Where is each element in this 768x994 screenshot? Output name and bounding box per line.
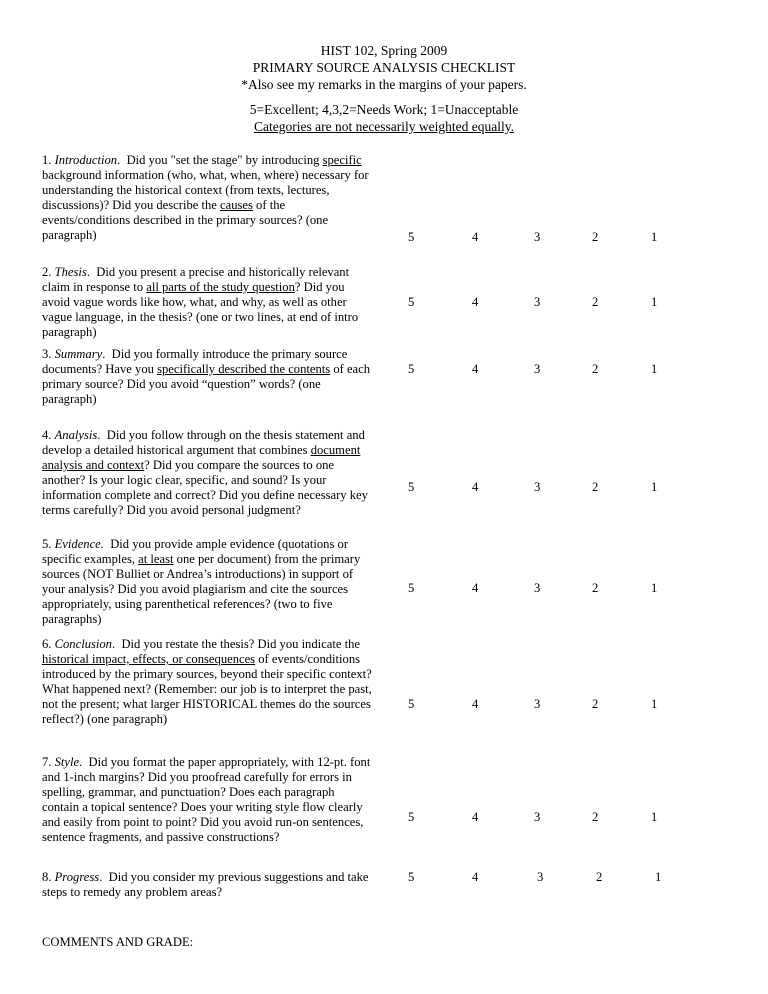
score-3: 3 <box>534 810 541 824</box>
criterion-number: 3. <box>42 347 52 361</box>
score-5: 5 <box>408 697 415 711</box>
criterion-evidence <box>42 537 372 627</box>
comments-and-grade-label: COMMENTS AND GRADE: <box>42 935 194 949</box>
criterion-underlined: specifically described the contents <box>157 362 331 376</box>
criterion-name: Thesis <box>54 265 87 279</box>
score-3: 3 <box>534 362 541 376</box>
score-4: 4 <box>472 295 479 309</box>
score-5: 5 <box>408 810 415 824</box>
criterion-name: Analysis <box>54 428 98 442</box>
criterion-style: 7. Style. Did you format the paper appropriately, with 12-pt. font and 1-inch margins? Did you proofread carefully for errors in spelling, grammar, and punctuation? Does each paragraph contain a topical sentence? Does your writing style flow clearly and easily from point to point? Did you avoid run-on sentences, sentence fragments, and passive constructions? <box>42 755 371 844</box>
criterion-text: one per document) from the primary sources (NOT Bulliet or Andrea’s introductions) in support of your analysis? Did you avoid plagiarism and cite the sources appropriately, using parenthetical references? (two to five paragraphs) <box>42 552 361 626</box>
criterion-thesis: 2. Thesis. Did you present a precise and historically relevant claim in response to all parts of the study question? Did you avoid vague words like how, what, and why, as well as other vague language, in the thesis? (one or two lines, at end of intro paragraph) <box>42 265 359 339</box>
criterion-underlined: historical impact, effects, or consequences <box>42 652 256 666</box>
score-4: 4 <box>472 480 479 494</box>
score-4: 4 <box>472 697 479 711</box>
criterion-name: Summary <box>54 347 103 361</box>
score-1: 1 <box>651 581 658 595</box>
criterion-conclusion: 6. Conclusion. Did you restate the thesis? Did you indicate the historical impact, effects, or consequences of events/conditions introduced by the primary sources, beyond their specific context? What happened next? (Remember: our job is to interpret the past, not the present; what larger HISTORICAL themes do the sources reflect?) (one paragraph) <box>42 637 372 726</box>
criterion-text: of each primary source? Did you avoid “question” words? (one paragraph) <box>42 362 371 406</box>
criterion-number: 2. <box>42 265 52 279</box>
criterion-underlined: document analysis and context <box>42 443 361 472</box>
criterion-number: 7. <box>42 755 52 769</box>
score-5: 5 <box>408 230 415 244</box>
score-1: 1 <box>651 697 658 711</box>
score-2: 2 <box>592 362 599 376</box>
criterion-number: 8. <box>42 870 52 884</box>
score-1: 1 <box>651 230 658 244</box>
criterion-number: 1. <box>42 153 52 167</box>
weighting-note: Categories are not necessarily weighted equally. <box>253 119 515 134</box>
score-3: 3 <box>534 480 541 494</box>
score-5: 5 <box>408 362 415 376</box>
criterion-underlined: specific <box>322 153 362 167</box>
score-2: 2 <box>592 810 599 824</box>
criterion-text: Did you restate the thesis? Did you indicate the <box>121 637 360 651</box>
score-4: 4 <box>472 810 479 824</box>
score-1: 1 <box>651 480 658 494</box>
criterion-text: ? Did you avoid vague words like how, what, and why, as well as other vague language, in the thesis? (one or two lines, at end of intro paragraph) <box>42 280 359 339</box>
margin-remark: *Also see my remarks in the margins of your papers. <box>241 77 527 92</box>
criterion-text: Did you formally introduce the primary source documents? Have you <box>42 347 348 376</box>
criterion-text: of the events/conditions described in the primary sources? (one paragraph) <box>42 198 329 242</box>
criterion-name: Evidence. <box>54 537 104 551</box>
criterion-introduction: 1. Introduction. Did you "set the stage" by introducing specific background information (who, what, when, where) necessary for understanding the historical context (from texts, lectures, discussions)? Did you describe the causes of the events/conditions described in the primary sources? (one paragraph) <box>42 153 369 242</box>
score-5: 5 <box>408 870 415 884</box>
score-2: 2 <box>592 581 599 595</box>
criterion-analysis: 4. Analysis. Did you follow through on the thesis statement and develop a detailed historical argument that combines document analysis and context? Did you compare the sources to one another? Is your logic clear, specific, and sound? Is your information complete and correct? Did you define necessary key terms carefully? Did you avoid personal judgment? <box>42 428 368 517</box>
score-1: 1 <box>651 810 658 824</box>
criterion-underlined: at least <box>138 552 174 566</box>
score-4: 4 <box>472 362 479 376</box>
score-3: 3 <box>534 230 541 244</box>
criterion-text: Did you "set the stage" by introducing <box>126 153 323 167</box>
score-2: 2 <box>592 230 599 244</box>
criterion-text: background information (who, what, when, where) necessary for understanding the historical context (from texts, lectures, discussions)? Did you describe the <box>42 168 369 212</box>
score-3: 3 <box>537 870 544 884</box>
score-2: 2 <box>592 480 599 494</box>
score-1: 1 <box>651 362 658 376</box>
score-2: 2 <box>592 295 599 309</box>
score-3: 3 <box>534 581 541 595</box>
course-title: HIST 102, Spring 2009 <box>320 43 448 58</box>
criterion-name: Conclusion <box>54 637 112 651</box>
score-3: 3 <box>534 697 541 711</box>
criterion-text: Did you follow through on the thesis statement and develop a detailed historical argument that combines <box>42 428 365 457</box>
criterion-text: ? Did you compare the sources to one another? Is your logic clear, specific, and sound? Is your information complete and correct? Did you define necessary key terms carefully? Did you avoid personal judgment? <box>42 458 368 517</box>
scoring-scale: 5=Excellent; 4,3,2=Needs Work; 1=Unacceptable <box>249 102 519 117</box>
score-1: 1 <box>655 870 662 884</box>
criterion-number: 6. <box>42 637 52 651</box>
score-1: 1 <box>651 295 658 309</box>
criterion-progress: 8. Progress. Did you consider my previous suggestions and take steps to remedy any problem areas? <box>42 870 369 899</box>
criterion-number: 4. <box>42 428 52 442</box>
criterion-underlined: all parts of the study question <box>146 280 295 294</box>
score-5: 5 <box>408 295 415 309</box>
criterion-summary: 3. Summary. Did you formally introduce the primary source documents? Have you specifically described the contents of each primary source? Did you avoid “question” words? (one paragraph) <box>42 347 371 406</box>
checklist-title: PRIMARY SOURCE ANALYSIS CHECKLIST <box>252 60 516 75</box>
score-4: 4 <box>472 230 479 244</box>
criterion-text: Did you format the paper appropriately, with 12-pt. font and 1-inch margins? Did you proofread carefully for errors in spelling, grammar, and punctuation? Does each paragraph contain a topical sentence? Does your writing style flow clearly and easily from point to point? Did you avoid run-on sentences, sentence fragments, and passive constructions? <box>42 755 371 844</box>
criterion-number: 5. <box>42 537 52 551</box>
criterion-text: Did you consider my previous suggestions and take steps to remedy any problem areas? <box>42 870 369 899</box>
criterion-text: of events/conditions introduced by the primary sources, beyond their specific context? What happened next? (Remember: our job is to interpret the past, not the present; what larger HISTORICAL themes do the sources reflect?) (one paragraph) <box>42 652 372 726</box>
score-5: 5 <box>408 480 415 494</box>
criterion-text: Did you provide ample evidence (quotations or specific examples, <box>42 537 349 566</box>
criterion-name: Introduction <box>54 153 118 167</box>
criterion-text: Did you present a precise and historically relevant claim in response to <box>42 265 350 294</box>
criterion-name: Style <box>54 755 80 769</box>
score-4: 4 <box>472 870 479 884</box>
score-3: 3 <box>534 295 541 309</box>
score-2: 2 <box>592 697 599 711</box>
score-5: 5 <box>408 581 415 595</box>
criterion-name: Progress <box>54 870 100 884</box>
score-4: 4 <box>472 581 479 595</box>
criterion-underlined: causes <box>220 198 253 212</box>
score-2: 2 <box>596 870 603 884</box>
